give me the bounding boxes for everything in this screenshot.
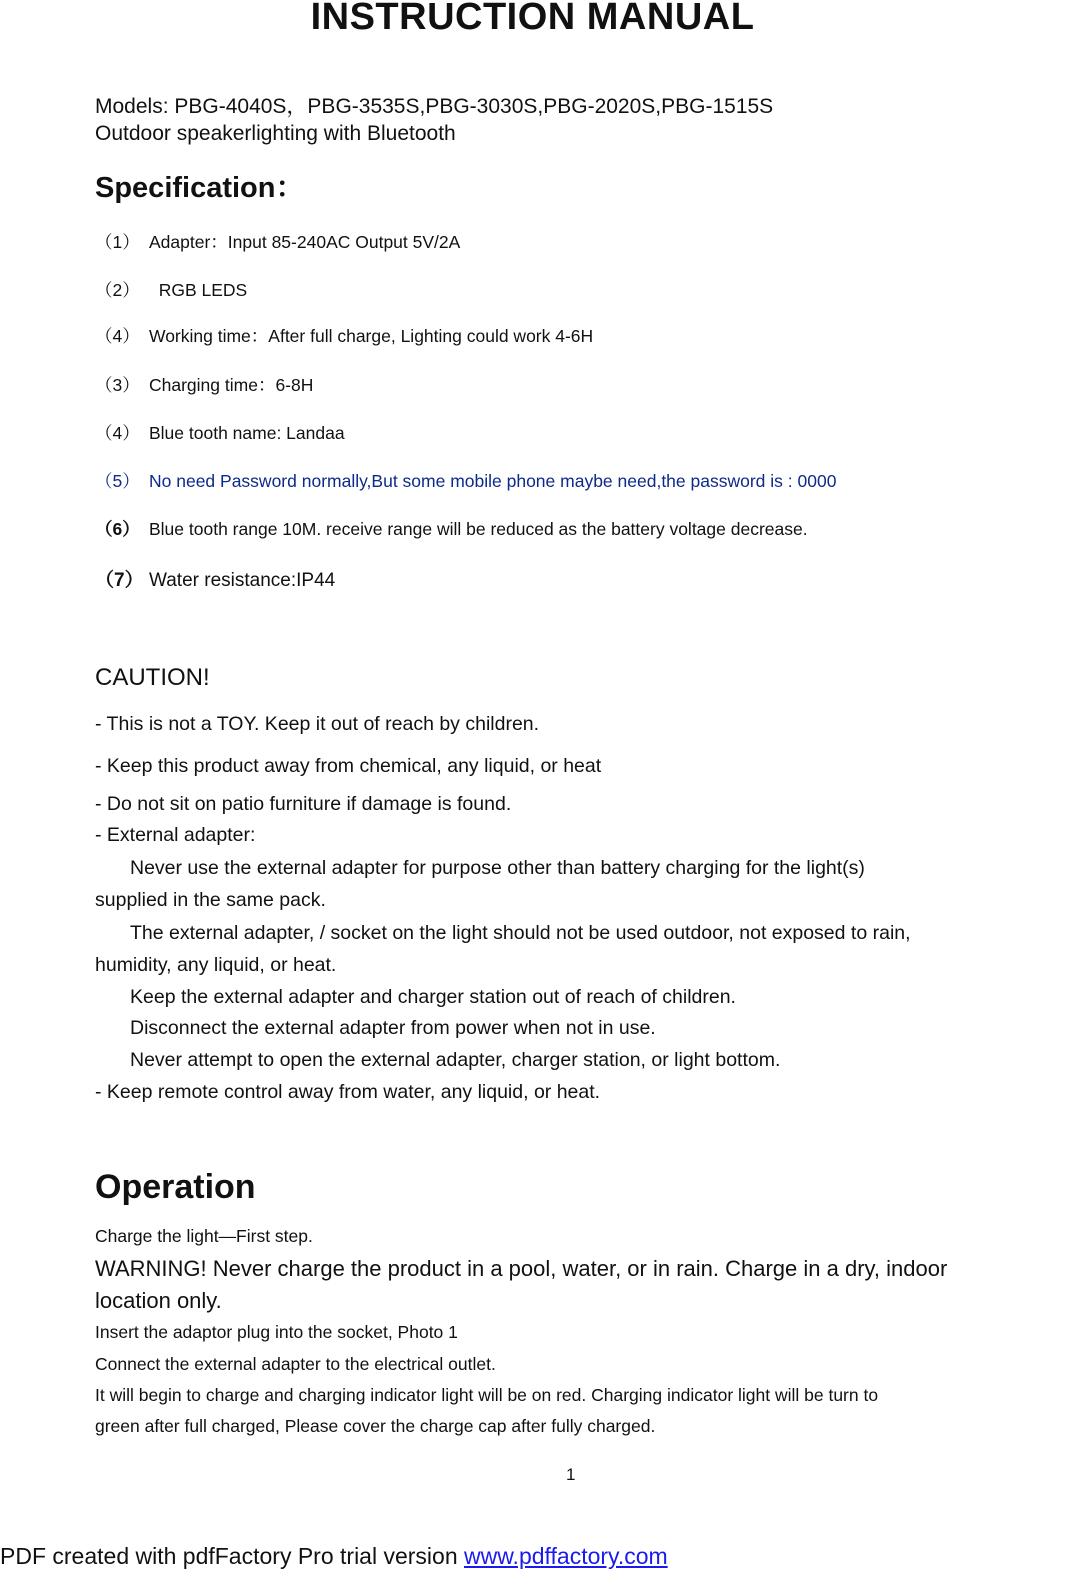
spec-number: （3） (95, 375, 140, 395)
spec-text: Adapter：Input 85-240AC Output 5V/2A (149, 232, 461, 252)
caution-line: - Keep this product away from chemical, any liquid, or heat (95, 755, 602, 777)
caution-line: Keep the external adapter and charger station out of reach of children. (130, 986, 736, 1008)
pdf-footer (0, 1543, 668, 1570)
caution-line: - Keep remote control away from water, any liquid, or heat. (95, 1081, 601, 1103)
spec-text: Working time：After full charge, Lighting could work 4-6H (149, 326, 594, 346)
spec-text: Blue tooth range 10M. receive range will be reduced as the battery voltage decrease. (149, 519, 808, 539)
caution-line: The external adapter, / socket on the light should not be used outdoor, not exposed to rain, (130, 922, 911, 944)
spec-text: Blue tooth name: Landaa (149, 423, 345, 443)
operation-line: Charge the light—First step. (95, 1226, 313, 1246)
page-number: 1 (566, 1465, 576, 1484)
caution-line: humidity, any liquid, or heat. (95, 954, 337, 976)
operation-warning: WARNING! Never charge the product in a pool, water, or in rain. Charge in a dry, indoor (95, 1256, 948, 1281)
spec-number: （4） (95, 326, 140, 346)
operation-line: It will begin to charge and charging indicator light will be on red. Charging indicator light will be turn to (95, 1385, 879, 1405)
operation-heading: Operation (95, 1168, 256, 1206)
operation-line: Insert the adaptor plug into the socket, Photo 1 (95, 1322, 458, 1342)
spec-number: （7） (95, 570, 144, 591)
spec-text: RGB LEDS (149, 280, 248, 300)
specification-heading: Specification： (95, 172, 305, 204)
models-line: Models: PBG-4040S，PBG-3535S,PBG-3030S,PBG-2020S,PBG-1515S (95, 95, 774, 118)
spec-item (95, 565, 335, 592)
operation-warning: location only. (95, 1288, 222, 1313)
spec-number: （2） (95, 280, 140, 300)
caution-line: Never use the external adapter for purpose other than battery charging for the light(s) (130, 857, 865, 879)
caution-line: - External adapter: (95, 824, 256, 846)
operation-line: Connect the external adapter to the electrical outlet. (95, 1354, 496, 1374)
spec-item (95, 323, 593, 348)
page-title: INSTRUCTION MANUAL (310, 0, 755, 38)
spec-number: （5） (95, 471, 140, 491)
spec-item (95, 420, 345, 445)
caution-line: - Do not sit on patio furniture if damage is found. (95, 793, 512, 815)
operation-line: green after full charged, Please cover the charge cap after fully charged. (95, 1416, 656, 1436)
footer-text: PDF created with pdfFactory Pro trial version (0, 1543, 464, 1569)
spec-number: （6） (95, 519, 140, 539)
spec-item (95, 516, 808, 541)
spec-text: Charging time：6-8H (149, 375, 314, 395)
spec-item (95, 229, 460, 254)
spec-item-password (95, 468, 836, 493)
spec-item (95, 372, 313, 397)
spec-number: （1） (95, 232, 140, 252)
pdffactory-link[interactable]: www.pdffactory.com (464, 1543, 668, 1569)
caution-heading: CAUTION! (95, 664, 210, 691)
spec-item (95, 277, 247, 302)
product-subtitle: Outdoor speakerlighting with Bluetooth (95, 122, 456, 145)
spec-text: Water resistance:IP44 (149, 570, 336, 591)
caution-line: - This is not a TOY. Keep it out of reach by children. (95, 713, 540, 735)
spec-number: （4） (95, 423, 140, 443)
spec-text: No need Password normally,But some mobile phone maybe need,the password is : 0000 (149, 471, 837, 491)
caution-line: Never attempt to open the external adapter, charger station, or light bottom. (130, 1049, 781, 1071)
caution-line: Disconnect the external adapter from power when not in use. (130, 1017, 656, 1039)
caution-line: supplied in the same pack. (95, 889, 326, 911)
